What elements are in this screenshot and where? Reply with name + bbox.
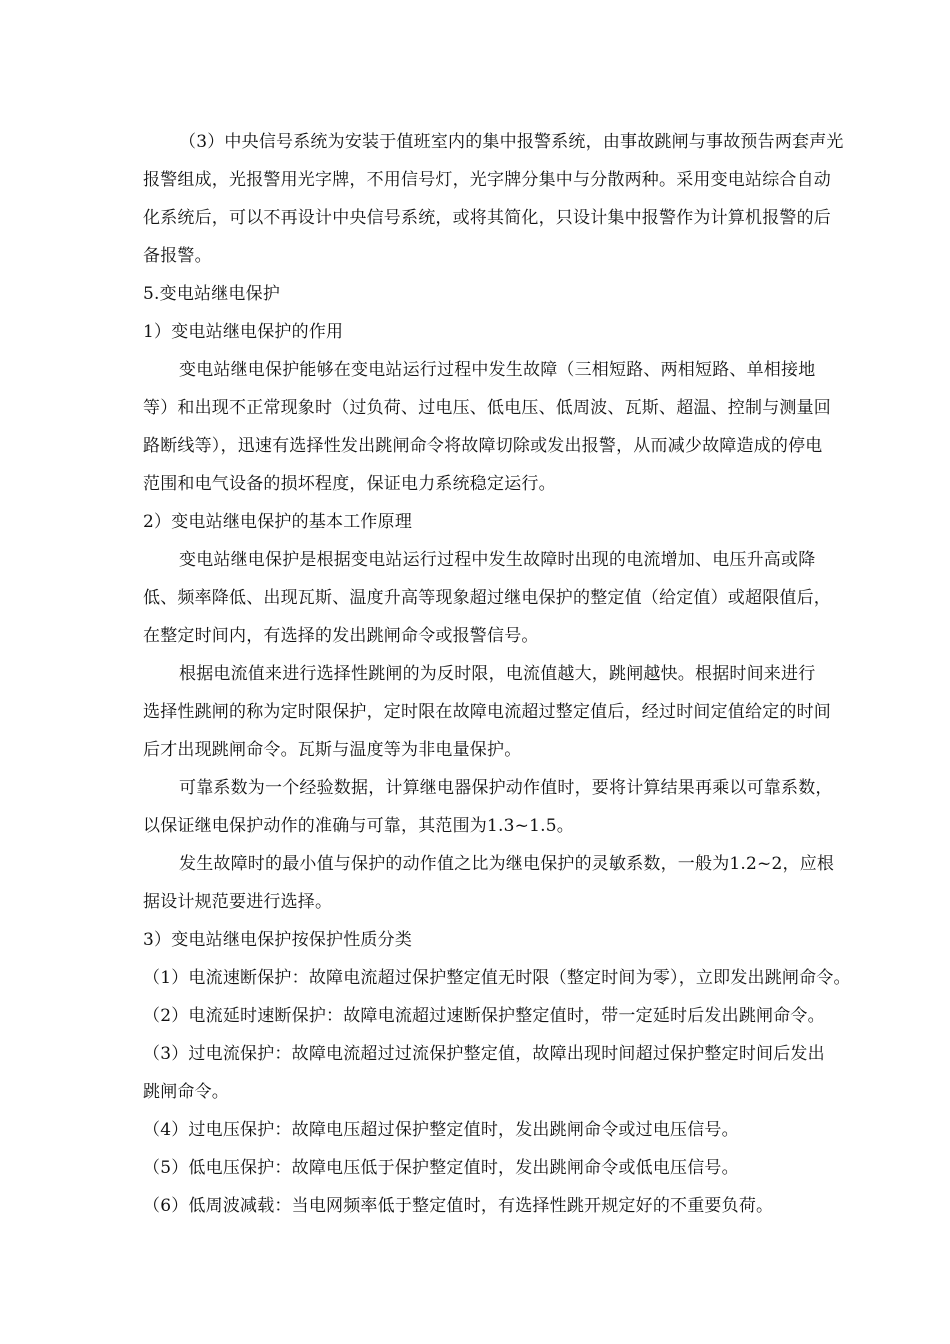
subheading-working-principle: 2）变电站继电保护的基本工作原理	[143, 512, 413, 532]
list-item-overcurrent-line-2: 跳闸命令。	[143, 1082, 229, 1102]
list-item-undervoltage: （5）低电压保护：故障电压低于保护整定值时，发出跳闸命令或低电压信号。	[143, 1158, 739, 1178]
paragraph-sensitivity-line-2: 据设计规范要进行选择。	[143, 892, 333, 912]
paragraph-function-line-1: 变电站继电保护能够在变电站运行过程中发生故障（三相短路、两相短路、单相接地	[179, 360, 816, 380]
paragraph-function-line-4: 范围和电气设备的损坏程度，保证电力系统稳定运行。	[143, 474, 556, 494]
paragraph-principle-line-3: 在整定时间内，有选择的发出跳闸命令或报警信号。	[143, 626, 539, 646]
paragraph-sensitivity-line-1: 发生故障时的最小值与保护的动作值之比为继电保护的灵敏系数，一般为1.2~2，应根	[179, 854, 835, 874]
list-item-overcurrent-line-1: （3）过电流保护：故障电流超过过流保护整定值，故障出现时间超过保护整定时间后发出	[143, 1044, 825, 1064]
list-item-underfrequency-load-shedding: （6）低周波减载：当电网频率低于整定值时，有选择性跳开规定好的不重要负荷。	[143, 1196, 774, 1216]
paragraph-reliability-line-2: 以保证继电保护动作的准确与可靠，其范围为1.3~1.5。	[143, 816, 574, 836]
paragraph-time-limit-line-3: 后才出现跳闸命令。瓦斯与温度等为非电量保护。	[143, 740, 522, 760]
paragraph-time-limit-line-2: 选择性跳闸的称为定时限保护，定时限在故障电流超过整定值后，经过时间定值给定的时间	[143, 702, 831, 722]
paragraph-central-signal-line-4: 备报警。	[143, 246, 212, 266]
paragraph-reliability-line-1: 可靠系数为一个经验数据，计算继电器保护动作值时，要将计算结果再乘以可靠系数，	[179, 778, 833, 798]
list-item-overvoltage: （4）过电压保护：故障电压超过保护整定值时，发出跳闸命令或过电压信号。	[143, 1120, 739, 1140]
paragraph-function-line-3: 路断线等），迅速有选择性发出跳闸命令将故障切除或发出报警，从而减少故障造成的停电	[143, 436, 823, 456]
paragraph-central-signal-line-3: 化系统后，可以不再设计中央信号系统，或将其简化，只设计集中报警作为计算机报警的后	[143, 208, 831, 228]
paragraph-principle-line-2: 低、频率降低、出现瓦斯、温度升高等现象超过继电保护的整定值（给定值）或超限值后，	[143, 588, 831, 608]
list-item-instantaneous-overcurrent: （1）电流速断保护：故障电流超过保护整定值无时限（整定时间为零），立即发出跳闸命令。	[143, 968, 851, 988]
paragraph-principle-line-1: 变电站继电保护是根据变电站运行过程中发生故障时出现的电流增加、电压升高或降	[179, 550, 816, 570]
list-item-delayed-instantaneous: （2）电流延时速断保护：故障电流超过速断保护整定值时，带一定延时后发出跳闸命令。	[143, 1006, 825, 1026]
paragraph-central-signal-line-2: 报警组成，光报警用光字牌，不用信号灯，光字牌分集中与分散两种。采用变电站综合自动	[143, 170, 831, 190]
section-heading-relay-protection: 5.变电站继电保护	[143, 284, 281, 304]
paragraph-time-limit-line-1: 根据电流值来进行选择性跳闸的为反时限，电流值越大，跳闸越快。根据时间来进行	[179, 664, 816, 684]
paragraph-function-line-2: 等）和出现不正常现象时（过负荷、过电压、低电压、低周波、瓦斯、超温、控制与测量回	[143, 398, 831, 418]
subheading-protection-function: 1）变电站继电保护的作用	[143, 322, 344, 342]
paragraph-central-signal-line-1: （3）中央信号系统为安装于值班室内的集中报警系统，由事故跳闸与事故预告两套声光	[179, 132, 844, 152]
subheading-classification: 3）变电站继电保护按保护性质分类	[143, 930, 413, 950]
